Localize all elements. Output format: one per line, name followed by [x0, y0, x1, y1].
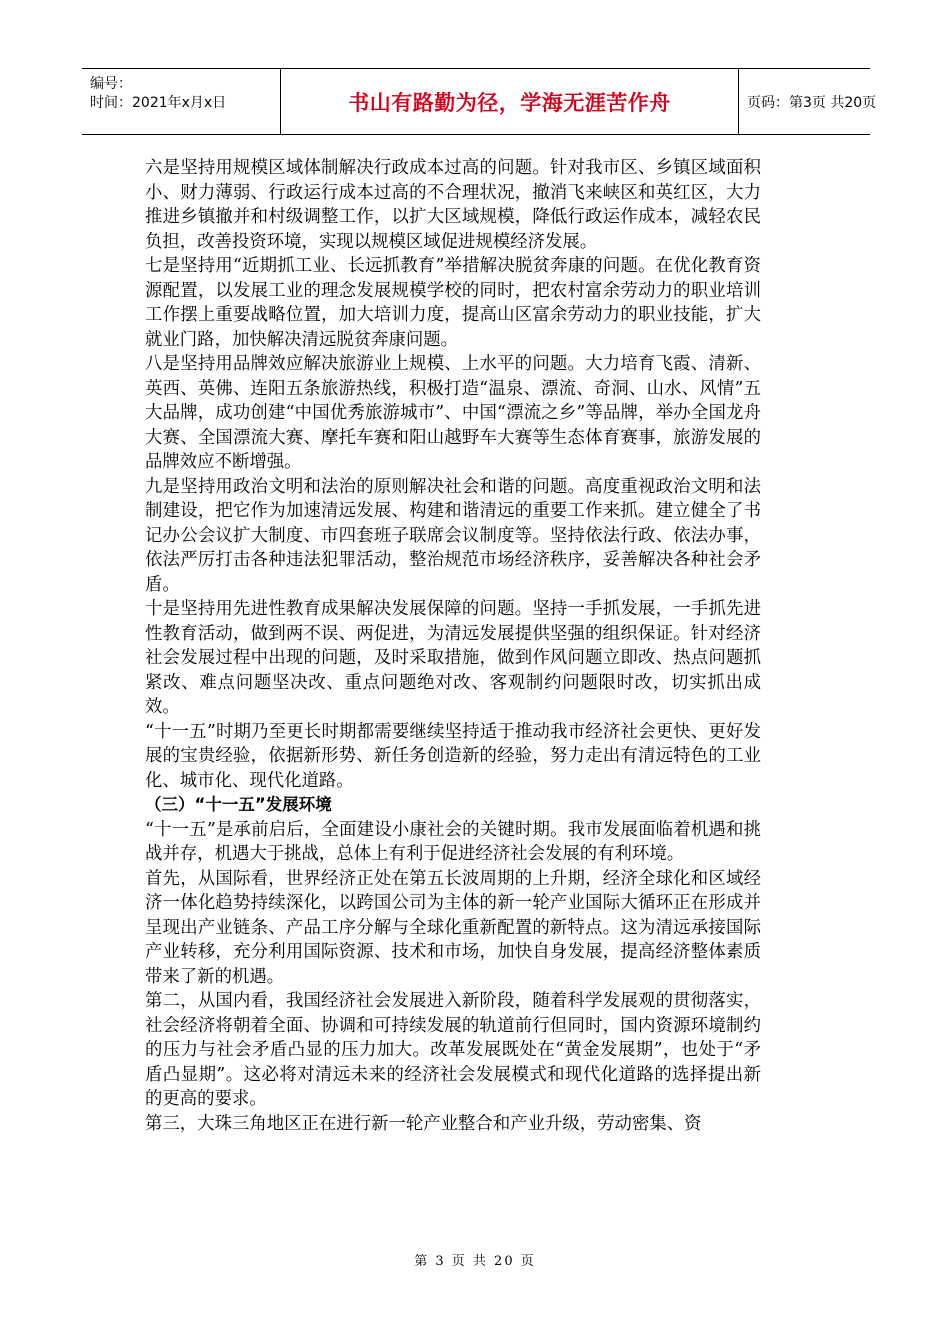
header-motto-cell — [280, 69, 739, 134]
paragraph-6: 六是坚持用规模区域体制解决行政成本过高的问题。针对我市区、乡镇区域面积小、财力薄弱、行政运行成本过高的不合理状况，撤消飞来峡区和英红区，大力推进乡镇撤并和村级调整工作，以扩大区域规模，降低行政运作成本，减轻农民负担，改善投资环境，实现以规模区域促进规模经济发展。 — [145, 158, 761, 252]
paragraph-8: 八是坚持用品牌效应解决旅游业上规模、上水平的问题。大力培育飞霞、清新、英西、英佛、连阳五条旅游热线，积极打造“温泉、漂流、奇洞、山水、风情”五大品牌，成功创建“中国优秀旅游城市”、中国“漂流之乡”等品牌，举办全国龙舟大赛、全国漂流大赛、摩托车赛和阳山越野车大赛等生态体育赛事，旅游发展的品牌效应不断增强。 — [145, 354, 761, 472]
paragraph-9: 九是坚持用政治文明和法治的原则解决社会和谐的问题。高度重视政治文明和法制建设，把它作为加速清远发展、构建和谐清远的重要工作来抓。建立健全了书记办公会议扩大制度、市四套班子联席会议制度等。坚持依法行政、依法办事，依法严厉打击各种违法犯罪活动，整治规范市场经济秩序，妥善解决各种社会矛盾。 — [145, 476, 761, 595]
section-heading: （三）“十一五”发展环境 — [145, 795, 332, 814]
paragraph-summary: “十一五”时期乃至更长时期都需要继续坚持适于推动我市经济社会更快、更好发展的宝贵经验，依据新形势、新任务创造新的经验，努力走出有清远特色的工业化、城市化、现代化道路。 — [145, 721, 761, 791]
header-time-label: 时间：2021年x月x日 — [90, 95, 227, 111]
paragraph-regional: 第三，大珠三角地区正在进行新一轮产业整合和产业升级，劳动密集、资 — [145, 1113, 702, 1134]
header-number-label: 编号： — [90, 76, 132, 92]
paragraph-international: 首先，从国际看，世界经济正处在第五长波周期的上升期，经济全球化和区域经济一体化趋势持续深化，以跨国公司为主体的新一轮产业国际大循环正在形成并呈现出产业链条、产品工序分解与全球化重新配置的新特点。这为清远承接国际产业转移，充分利用国际资源、技术和市场，加快自身发展，提高经济整体素质带来了新的机遇。 — [145, 868, 761, 987]
document-header — [82, 68, 877, 135]
document-body — [145, 156, 761, 1136]
paragraph-domestic: 第二，从国内看，我国经济社会发展进入新阶段，随着科学发展观的贯彻落实，社会经济将朝着全面、协调和可持续发展的轨道前行但同时，国内资源环境制约的压力与社会矛盾凸显的压力加大。改革发展既处在“黄金发展期”，也处于“矛盾凸显期”。这必将对清远未来的经济社会发展模式和现代化道路的选择提出新的更高的要求。 — [145, 991, 761, 1109]
header-meta-cell — [82, 69, 280, 134]
paragraph-7: 七是坚持用“近期抓工业、长远抓教育”举措解决脱贫奔康的问题。在优化教育资源配置，以发展工业的理念发展规模学校的同时，把农村富余劳动力的职业培训工作摆上重要战略位置，加大培训力度，提高山区富余劳动力的职业技能，扩大就业门路，加快解决清远脱贫奔康问题。 — [145, 256, 761, 350]
header-motto: 书山有路勤为径，学海无涯苦作舟 — [348, 90, 671, 115]
page-footer: 第 3 页 共 20 页 — [414, 1254, 536, 1269]
paragraph-environment-intro: “十一五”是承前启后，全面建设小康社会的关键时期。我市发展面临着机遇和挑战并存，机遇大于挑战，总体上有利于促进经济社会发展的有利环境。 — [145, 819, 761, 864]
paragraph-10: 十是坚持用先进性教育成果解决发展保障的问题。坚持一手抓发展，一手抓先进性教育活动，做到两不误、两促进，为清远发展提供坚强的组织保证。针对经济社会发展过程中出现的问题，及时采取措施，做到作风问题立即改、热点问题抓紧改、难点问题坚决改、重点问题绝对改、客观制约问题限时改，切实抓出成效。 — [145, 599, 761, 717]
header-page-info: 页码：第3页 共20页 — [747, 94, 877, 111]
header-page-cell — [739, 69, 877, 134]
